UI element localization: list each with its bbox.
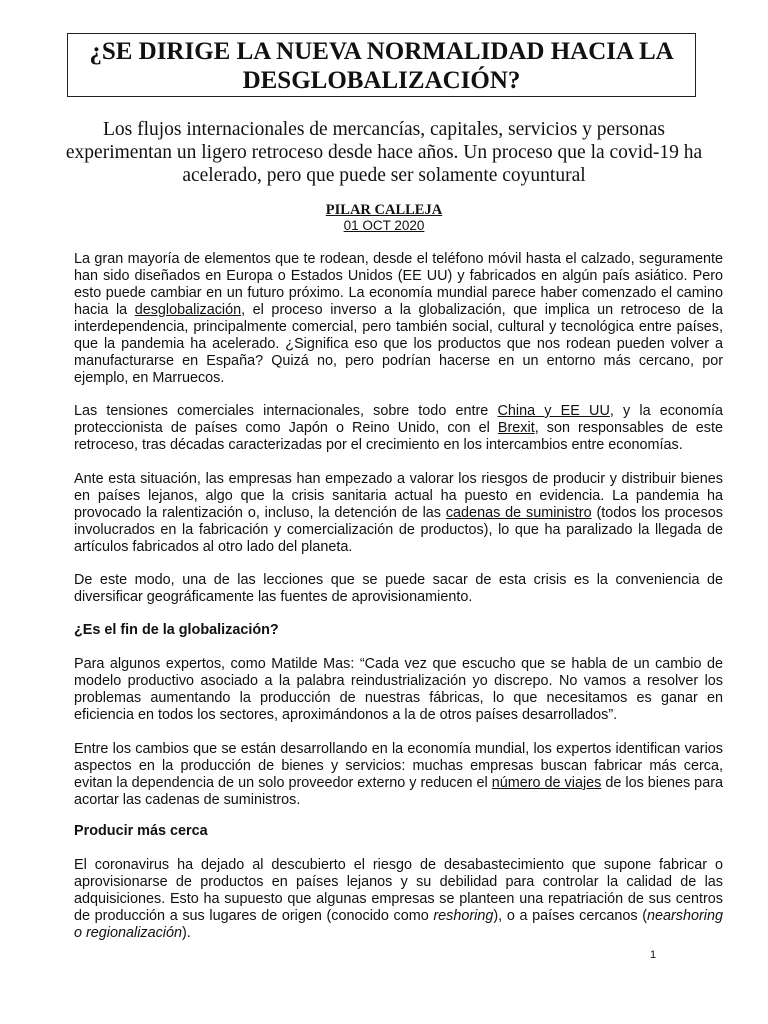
paragraph-5-text: Para algunos expertos, como Matilde Mas: “Cada vez que escucho que se habla de un cambio de modelo productivo asociado a la palabra reindustrialización yo discrepo. No vamos a resolver los problemas aumentando la producción de nuestras fábricas, lo que necesitamos es ganar en eficiencia en todos los sectores, aproximándonos a la de otros países desarrollados”.	[74, 656, 723, 723]
author-name: PILAR CALLEJA	[325, 202, 443, 218]
publish-date: 01 OCT 2020	[343, 218, 425, 233]
article-title: ¿SE DIRIGE LA NUEVA NORMALIDAD HACIA LA DESGLOBALIZACIÓN?	[67, 33, 696, 97]
paragraph-7	[74, 857, 723, 942]
term-reshoring: reshoring	[433, 908, 494, 924]
paragraph-4-text: De este modo, una de las lecciones que se puede sacar de esta crisis es la conveniencia de diversificar geográficamente las fuentes de aprovisionamiento.	[74, 572, 723, 605]
paragraph-2-text-a: Las tensiones comerciales internacionales, sobre todo entre	[74, 403, 498, 419]
paragraph-3	[74, 471, 723, 556]
link-numero-viajes[interactable]: número de viajes	[491, 775, 602, 791]
byline	[200, 202, 568, 234]
link-brexit[interactable]: Brexit	[497, 420, 535, 436]
paragraph-2-text-c: , son responsables de este retroceso, tras décadas caracterizadas por el crecimiento en los intercambios entre economías.	[74, 420, 723, 453]
paragraph-4	[74, 572, 723, 606]
paragraph-5	[74, 656, 723, 724]
paragraph-3-text-a: Ante esta situación, las empresas han empezado a valorar los riesgos de producir y distribuir bienes en países lejanos, algo que la crisis sanitaria actual ha puesto en evidencia. La pandemia ha provocado la ralentización o, incluso, la detención de las	[74, 471, 723, 521]
paragraph-6-text-a: Entre los cambios que se están desarrollando en la economía mundial, los expertos identifican varios aspectos en la producción de bienes y servicios: muchas empresas buscan fabricar más cerca, evitan la dependencia de un solo proveedor externo y reducen el	[74, 741, 723, 791]
paragraph-7-text-a: El coronavirus ha dejado al descubierto el riesgo de desabastecimiento que supone fabricar o aprovisionarse de productos en países lejanos y su debilidad para controlar la calidad de las adquisiciones. Esto ha supuesto que algunas empresas se planteen una repatriación de sus centros de producción a sus lugares de origen (conocido como	[74, 857, 723, 924]
paragraph-7-text-c: ).	[182, 925, 191, 941]
paragraph-2	[74, 403, 723, 454]
article-subtitle: Los flujos internacionales de mercancías, capitales, servicios y personas experimentan un ligero retroceso desde hace años. Un proceso que la covid-19 ha acelerado, pero que puede ser solamente coyuntural	[65, 119, 703, 186]
term-nearshoring: nearshoring o regionalización	[74, 908, 723, 941]
paragraph-2-text-b: , y la economía proteccionista de países como Japón o Reino Unido, con el	[74, 403, 723, 436]
paragraph-6-text-b: de los bienes para acortar las cadenas de suministros.	[74, 775, 723, 808]
paragraph-1-text-b: , el proceso inverso a la globalización, que implica un retroceso de la interdependencia, principalmente comercial, pero también social, cultural y tecnológica entre países, que la pandemia ha acelerado. ¿Significa eso que los productos que nos rodean pueden volver a manufacturarse en España? Quizá no, pero podrían hacerse en un entorno más cercano, por ejemplo, en Marruecos.	[74, 302, 723, 386]
link-china-eeuu[interactable]: China y EE UU	[497, 403, 610, 419]
section-heading-globalizacion: ¿Es el fin de la globalización?	[74, 622, 279, 638]
page-number: 1	[650, 949, 657, 961]
link-cadenas-suministro[interactable]: cadenas de suministro	[445, 505, 592, 521]
paragraph-3-text-b: (todos los procesos involucrados en la fabricación y comercialización de productos), lo que ha paralizado la llegada de artículos fabricados al otro lado del planeta.	[74, 505, 723, 555]
paragraph-7-text-b: ), o a países cercanos (	[493, 908, 647, 924]
paragraph-1	[74, 251, 723, 387]
section-heading-producir: Producir más cerca	[74, 823, 208, 839]
paragraph-1-text-a: La gran mayoría de elementos que te rodean, desde el teléfono móvil hasta el calzado, seguramente han sido diseñados en Europa o Estados Unidos (EE UU) y fabricados en algún país asiático. Pero esto puede cambiar en un futuro próximo. La economía mundial parece haber comenzado el camino hacia la	[74, 251, 723, 318]
paragraph-6	[74, 741, 723, 809]
link-desglobalizacion[interactable]: desglobalización	[134, 302, 242, 318]
